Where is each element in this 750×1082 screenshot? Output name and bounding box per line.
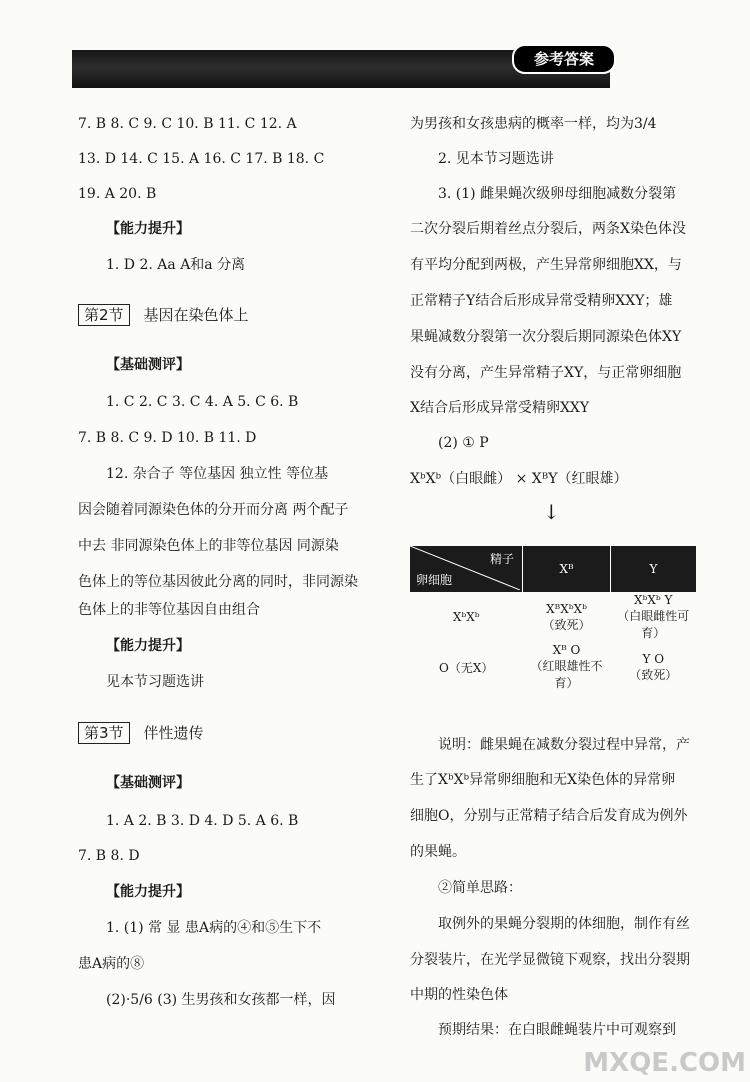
answer-line: (2)·5/6 (3) 生男孩和女孩都一样，因 bbox=[106, 992, 336, 1008]
answer-line: 细胞O，分别与正常精子结合后发育成为例外 bbox=[410, 808, 688, 824]
answer-line: 果蝇减数分裂第一次分裂后期同源染色体XY bbox=[410, 329, 682, 345]
subheading: 【基础测评】 bbox=[106, 357, 190, 373]
row-label: O（无X） bbox=[439, 660, 494, 675]
answer-line: 中去 非同源染色体上的非等位基因 同源染 bbox=[78, 538, 339, 554]
answer-line: X结合后形成异常受精卵XXY bbox=[410, 400, 590, 416]
subheading: 【能力提升】 bbox=[106, 638, 190, 654]
answer-line: 1. C 2. C 3. C 4. A 5. C 6. B bbox=[106, 394, 299, 410]
answer-line: 13. D 14. C 15. A 16. C 17. B 18. C bbox=[78, 151, 325, 167]
cross-formula: XᵇXᵇ（白眼雌） × XᴮY（红眼雄） bbox=[410, 471, 628, 487]
row-label: XᵇXᵇ bbox=[452, 610, 480, 624]
table-cell bbox=[611, 642, 696, 692]
answer-line: 3. (1) 雌果蝇次级卵母细胞减数分裂第 bbox=[438, 186, 677, 202]
genotype: XᴮXᵇXᵇ bbox=[546, 601, 587, 616]
phenotype: （白眼雌性可育） bbox=[617, 609, 690, 640]
answer-line: (2) ① P bbox=[438, 435, 489, 451]
table-corner-cell bbox=[410, 546, 523, 592]
answer-line: 没有分离，产生异常精子XY，与正常卵细胞 bbox=[410, 365, 682, 381]
answer-line: 1. A 2. B 3. D 4. D 5. A 6. B bbox=[106, 813, 299, 829]
phenotype: （致死） bbox=[542, 617, 591, 632]
answer-line: ②简单思路： bbox=[438, 880, 522, 896]
answer-line: 7. B 8. C 9. C 10. B 11. C 12. A bbox=[78, 116, 297, 132]
answer-line: 19. A 20. B bbox=[78, 186, 157, 202]
answer-line: 1. (1) 常 显 患A病的④和⑤生下不 bbox=[106, 920, 322, 936]
sperm-header: 精子 bbox=[489, 552, 514, 566]
subheading: 【能力提升】 bbox=[106, 221, 190, 237]
col-header-y: Y bbox=[611, 546, 696, 592]
col-header-xb: Xᴮ bbox=[523, 546, 611, 592]
genotype: Xᴮ O bbox=[552, 643, 581, 657]
genotype: Y O bbox=[642, 651, 665, 666]
answer-line: 1. D 2. Aa A和a 分离 bbox=[106, 257, 246, 273]
answer-line: 色体上的等位基因彼此分离的同时，非同源染 bbox=[78, 574, 358, 590]
phenotype: （致死） bbox=[629, 667, 678, 682]
watermark: MXQE.COM bbox=[583, 1048, 746, 1078]
section-number: 第3节 bbox=[78, 722, 130, 744]
answer-line: 二次分裂后期着丝点分裂后，两条X染色体没 bbox=[410, 221, 686, 237]
section-heading bbox=[78, 722, 204, 744]
answer-line: 预期结果：在白眼雌蝇装片中可观察到 bbox=[438, 1022, 676, 1038]
down-arrow-icon: ↓ bbox=[543, 500, 560, 524]
section-heading bbox=[78, 304, 249, 326]
table-cell bbox=[523, 642, 611, 692]
answer-line: 生了XᵇXᵇ异常卵细胞和无X染色体的异常卵 bbox=[410, 772, 676, 788]
answer-line: 7. B 8. D bbox=[78, 848, 140, 864]
answer-line: 12. 杂合子 等位基因 独立性 等位基 bbox=[106, 466, 329, 482]
table-cell bbox=[611, 592, 696, 642]
section-title: 伴性遗传 bbox=[143, 724, 204, 742]
subheading: 【基础测评】 bbox=[106, 775, 190, 791]
answer-line: 分裂装片，在光学显微镜下观察，找出分裂期 bbox=[410, 952, 690, 968]
section-title: 基因在染色体上 bbox=[143, 306, 249, 324]
answer-line: 为男孩和女孩患病的概率一样，均为3/4 bbox=[410, 116, 657, 132]
table-row bbox=[410, 642, 696, 692]
answer-line: 取例外的果蝇分裂期的体细胞，制作有丝 bbox=[438, 916, 690, 932]
answer-line: 有平均分配到两极，产生异常卵细胞XX，与 bbox=[410, 257, 682, 273]
answer-line: 中期的性染色体 bbox=[410, 987, 508, 1003]
answer-line: 因会随着同源染色体的分开而分离 两个配子 bbox=[78, 502, 349, 518]
answer-line: 正常精子Y结合后形成异常受精卵XXY；雄 bbox=[410, 293, 673, 309]
table-cell bbox=[523, 592, 611, 642]
subheading: 【能力提升】 bbox=[106, 884, 190, 900]
genotype: XᵇXᵇ Y bbox=[634, 593, 673, 607]
answer-line: 的果蝇。 bbox=[410, 844, 466, 860]
answer-line: 见本节习题选讲 bbox=[106, 674, 204, 690]
header-badge: 参考答案 bbox=[512, 44, 616, 74]
phenotype: （红眼雄性不育） bbox=[530, 659, 603, 690]
egg-header: 卵细胞 bbox=[416, 573, 453, 587]
section-number: 第2节 bbox=[78, 304, 130, 326]
table-row bbox=[410, 592, 696, 642]
answer-line: 说明：雌果蝇在减数分裂过程中异常，产 bbox=[438, 737, 690, 753]
answer-line: 患A病的⑧ bbox=[78, 956, 145, 972]
genetics-table bbox=[410, 546, 696, 692]
answer-line: 7. B 8. C 9. D 10. B 11. D bbox=[78, 430, 257, 446]
answer-line: 色体上的非等位基因自由组合 bbox=[78, 602, 260, 618]
answer-line: 2. 见本节习题选讲 bbox=[438, 151, 554, 167]
